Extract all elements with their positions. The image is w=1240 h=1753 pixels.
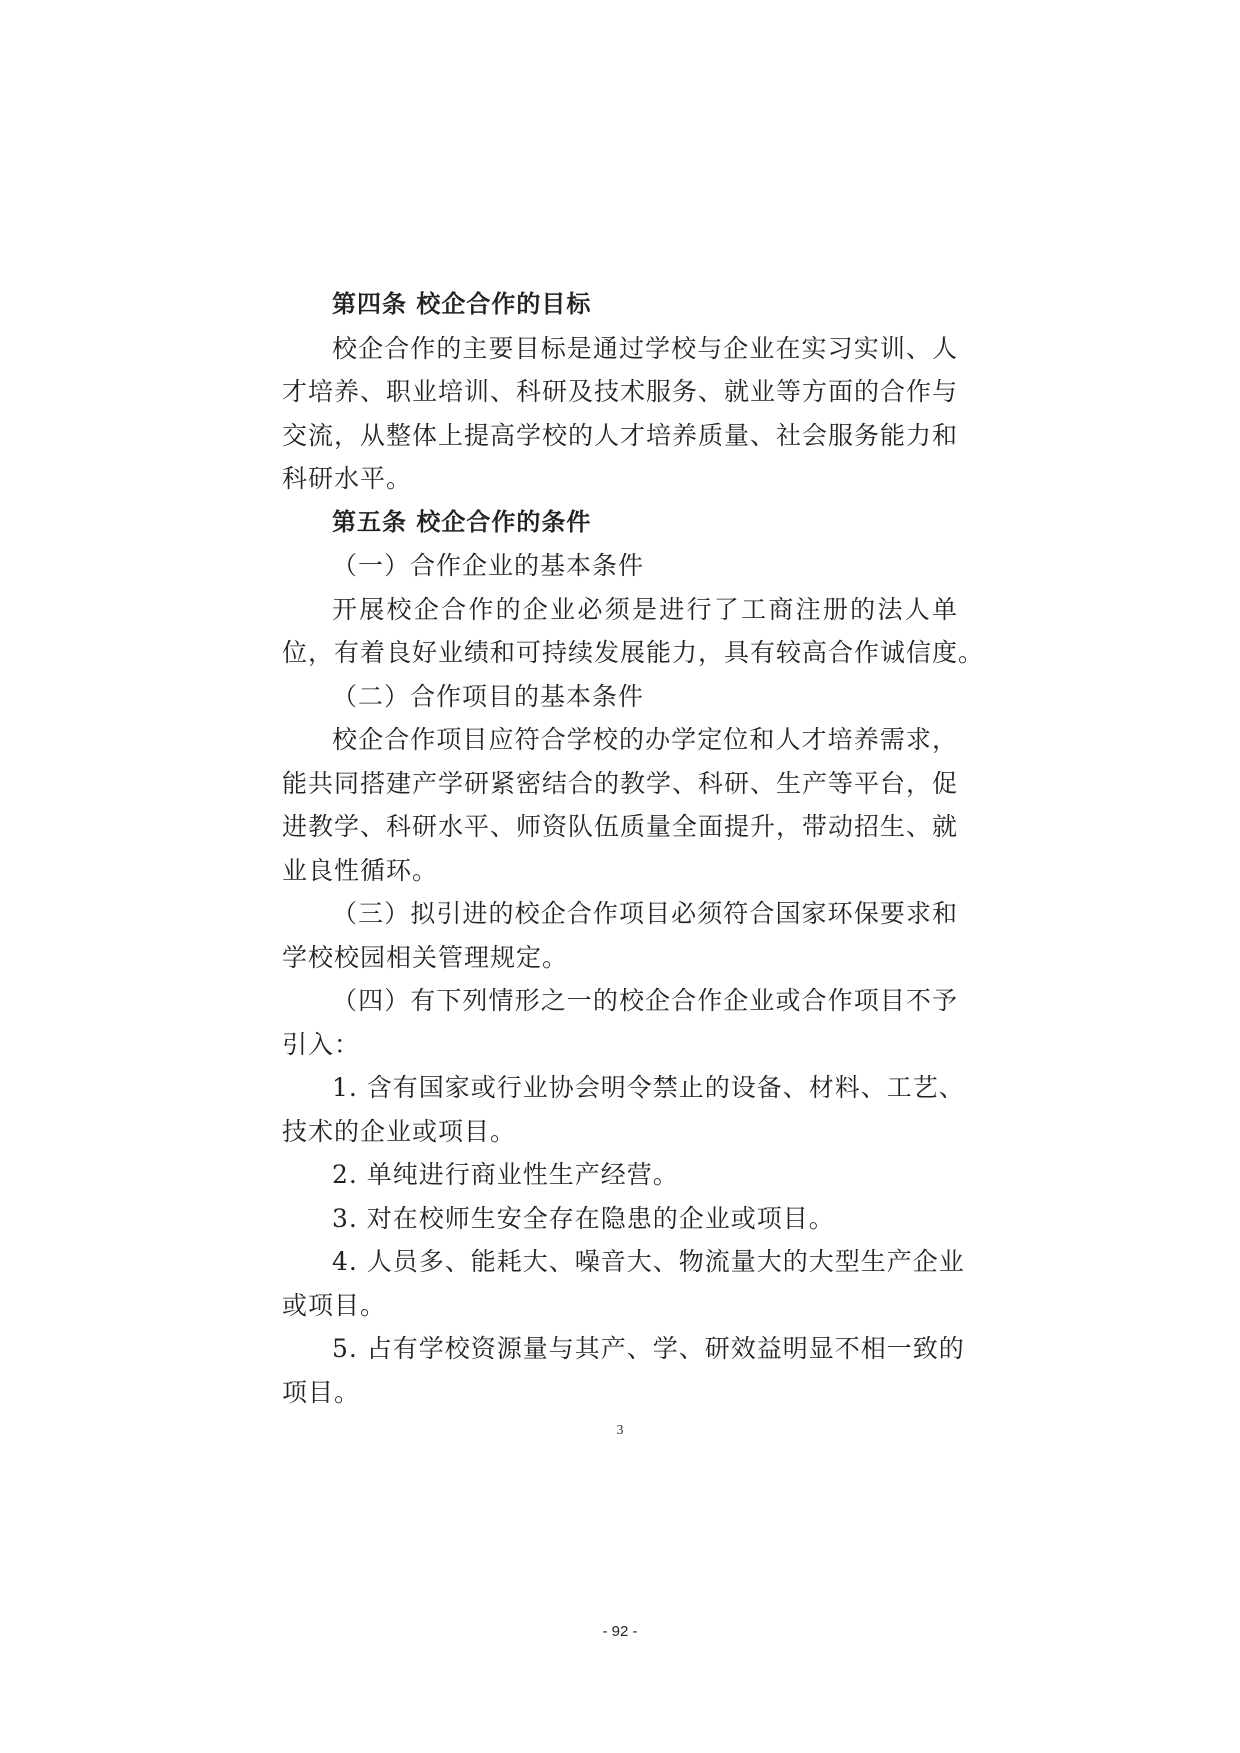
list-item-3: 3. 对在校师生安全存在隐患的企业或项目。 [332,1203,835,1233]
outer-page-number: - 92 - [602,1623,638,1640]
sub-2-line-1: 校企合作项目应符合学校的办学定位和人才培养需求， [332,725,958,754]
article-5-heading: 第五条 校企合作的条件 [332,507,592,536]
inner-page-number: 3 [616,1423,624,1438]
article-4-line-4: 科研水平。 [282,464,413,493]
document-body [282,283,985,1414]
sub-1-line-2: 位，有着良好业绩和可持续发展能力，具有较高合作诚信度。 [282,638,985,667]
list-item-4-line-2: 或项目。 [282,1290,387,1320]
sub-1-line-1: 开展校企合作的企业必须是进行了工商注册的法人单 [332,594,958,624]
list-item-2: 2. 单纯进行商业性生产经营。 [332,1160,679,1189]
sub-1-title: （一）合作企业的基本条件 [332,551,645,580]
list-item-5-line-1: 5. 占有学校资源量与其产、学、研效益明显不相一致的 [332,1334,965,1363]
sub-3-line-1: （三）拟引进的校企合作项目必须符合国家环保要求和 [332,899,958,928]
list-item-4-line-1: 4. 人员多、能耗大、噪音大、物流量大的大型生产企业 [332,1247,965,1276]
sub-2-line-2: 能共同搭建产学研紧密结合的教学、科研、生产等平台，促 [282,768,959,798]
sub-4-line-1: （四）有下列情形之一的校企合作企业或合作项目不予 [332,986,958,1015]
sub-2-line-4: 业良性循环。 [282,855,439,885]
sub-2-title: （二）合作项目的基本条件 [332,681,645,711]
article-4-line-3: 交流，从整体上提高学校的人才培养质量、社会服务能力和 [282,420,959,450]
list-item-5-line-2: 项目。 [282,1377,361,1407]
article-4-line-2: 才培养、职业培训、科研及技术服务、就业等方面的合作与 [282,377,959,406]
sub-3-line-2: 学校校园相关管理规定。 [282,942,569,972]
sub-4-line-2: 引入： [282,1029,361,1059]
sub-2-line-3: 进教学、科研水平、师资队伍质量全面提升，带动招生、就 [282,812,959,841]
article-4-line-1: 校企合作的主要目标是通过学校与企业在实习实训、人 [332,333,958,363]
article-4-heading: 第四条 校企合作的目标 [332,290,592,318]
list-item-1-line-2: 技术的企业或项目。 [282,1116,517,1146]
list-item-1-line-1: 1. 含有国家或行业协会明令禁止的设备、材料、工艺、 [332,1073,965,1102]
